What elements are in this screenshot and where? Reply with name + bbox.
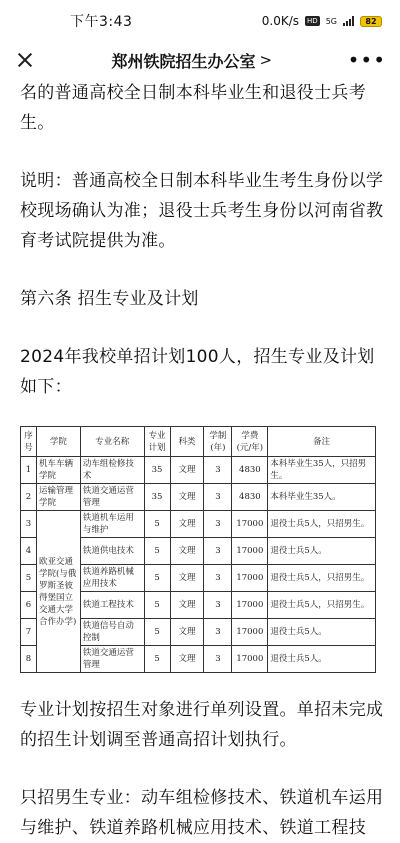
more-icon[interactable]: •••	[347, 48, 386, 72]
cell-no: 6	[21, 592, 37, 619]
cell-plan: 5	[144, 565, 170, 592]
cell-major: 铁道工程技术	[80, 592, 144, 619]
cell-years: 3	[204, 619, 232, 646]
cell-plan: 5	[144, 511, 170, 538]
cell-plan: 5	[144, 538, 170, 565]
cell-major: 动车组检修技术	[80, 457, 144, 484]
cell-plan: 5	[144, 646, 170, 673]
table-row	[21, 511, 376, 538]
cell-years: 3	[204, 592, 232, 619]
cell-no: 8	[21, 646, 37, 673]
cell-years: 3	[204, 484, 232, 511]
col-header-type: 科类	[170, 427, 204, 457]
cell-note: 退役士兵5人。	[268, 646, 376, 673]
cell-type: 文理	[170, 619, 204, 646]
cell-plan: 35	[144, 457, 170, 484]
cell-major: 铁道信号自动控制	[80, 619, 144, 646]
cell-fee: 4830	[232, 484, 268, 511]
col-header-years: 学制(年)	[204, 427, 232, 457]
close-icon[interactable]	[14, 49, 36, 71]
table-header-row	[21, 427, 376, 457]
cell-years: 3	[204, 538, 232, 565]
paragraph-note: 说明：普通高校全日制本科毕业生考生身份以学校现场确认为准；退役士兵考生身份以河南省教育考试院提供为准。	[20, 171, 384, 251]
cell-years: 3	[204, 457, 232, 484]
cell-college: 欧亚交通学院(与俄罗斯圣彼得堡国立交通大学合作办学)	[36, 511, 80, 673]
cell-major: 铁道机车运用与维护	[80, 511, 144, 538]
cell-no: 3	[21, 511, 37, 538]
network-speed: 0.0K/s	[261, 14, 300, 28]
col-header-major: 专业名称	[80, 427, 144, 457]
status-indicators	[262, 14, 382, 28]
section-heading: 第六条 招生专业及计划	[20, 289, 199, 309]
status-time: 下午3:43	[70, 14, 133, 30]
cell-years: 3	[204, 646, 232, 673]
cell-type: 文理	[170, 565, 204, 592]
cell-college: 运输管理学院	[36, 484, 80, 511]
cell-years: 3	[204, 565, 232, 592]
cell-type: 文理	[170, 511, 204, 538]
chevron-right-icon: >	[259, 51, 273, 69]
col-header-plan: 专业计划	[144, 427, 170, 457]
enrollment-table	[20, 426, 385, 673]
cell-no: 1	[21, 457, 37, 484]
cell-fee: 17000	[232, 619, 268, 646]
cell-major: 铁道供电技术	[80, 538, 144, 565]
cell-no: 4	[21, 538, 37, 565]
cell-major: 铁道养路机械应用技术	[80, 565, 144, 592]
paragraph-male-only: 只招男生专业：动车组检修技术、铁道机车运用与维护、铁道养路机械应用技术、铁道工程技	[20, 788, 384, 838]
cell-fee: 17000	[232, 565, 268, 592]
paragraph-plan-rule: 专业计划按招生对象进行单列设置。单招未完成的招生计划调至普通高招计划执行。	[20, 700, 384, 750]
paragraph-plan: 2024年我校单招计划100人，招生专业及计划如下：	[20, 347, 375, 397]
cell-plan: 5	[144, 619, 170, 646]
cell-fee: 17000	[232, 592, 268, 619]
cell-plan: 5	[144, 592, 170, 619]
table-row	[21, 457, 376, 484]
cell-note: 本科毕业生35人，只招男生。	[268, 457, 376, 484]
cell-note: 退役士兵5人。	[268, 619, 376, 646]
cell-no: 5	[21, 565, 37, 592]
cell-no: 7	[21, 619, 37, 646]
cell-type: 文理	[170, 484, 204, 511]
cell-note: 退役士兵5人，只招男生。	[268, 565, 376, 592]
cell-college: 机车车辆学院	[36, 457, 80, 484]
cell-major: 铁道交通运营管理	[80, 484, 144, 511]
cell-plan: 35	[144, 484, 170, 511]
article-content	[20, 78, 385, 843]
cell-type: 文理	[170, 592, 204, 619]
cell-fee: 17000	[232, 511, 268, 538]
col-header-fee: 学费(元/年)	[232, 427, 268, 457]
cell-fee: 4830	[232, 457, 268, 484]
cell-major: 铁道交通运营管理	[80, 646, 144, 673]
cell-note: 本科毕业生35人。	[268, 484, 376, 511]
cell-years: 3	[204, 511, 232, 538]
table-row	[21, 484, 376, 511]
cell-type: 文理	[170, 646, 204, 673]
cell-note: 退役士兵5人，只招男生。	[268, 511, 376, 538]
cell-fee: 17000	[232, 646, 268, 673]
cell-type: 文理	[170, 457, 204, 484]
account-name: 郑州铁院招生办公室	[111, 51, 256, 71]
nav-bar	[0, 42, 400, 78]
cell-note: 退役士兵5人。	[268, 538, 376, 565]
cell-note: 退役士兵5人，只招男生。	[268, 592, 376, 619]
col-header-college: 学院	[36, 427, 80, 457]
col-header-no: 序号	[21, 427, 37, 457]
account-title[interactable]	[112, 49, 273, 72]
col-header-note: 备注	[268, 427, 376, 457]
signal-icon	[343, 16, 354, 26]
cell-type: 文理	[170, 538, 204, 565]
battery-icon: 82	[360, 16, 382, 27]
cell-no: 2	[21, 484, 37, 511]
status-bar	[0, 0, 400, 42]
hd-icon: HD	[307, 17, 318, 25]
paragraph-1: 名的普通高校全日制本科毕业生和退役士兵考生。	[20, 83, 366, 133]
cell-fee: 17000	[232, 538, 268, 565]
net-type: 5G	[325, 16, 337, 26]
